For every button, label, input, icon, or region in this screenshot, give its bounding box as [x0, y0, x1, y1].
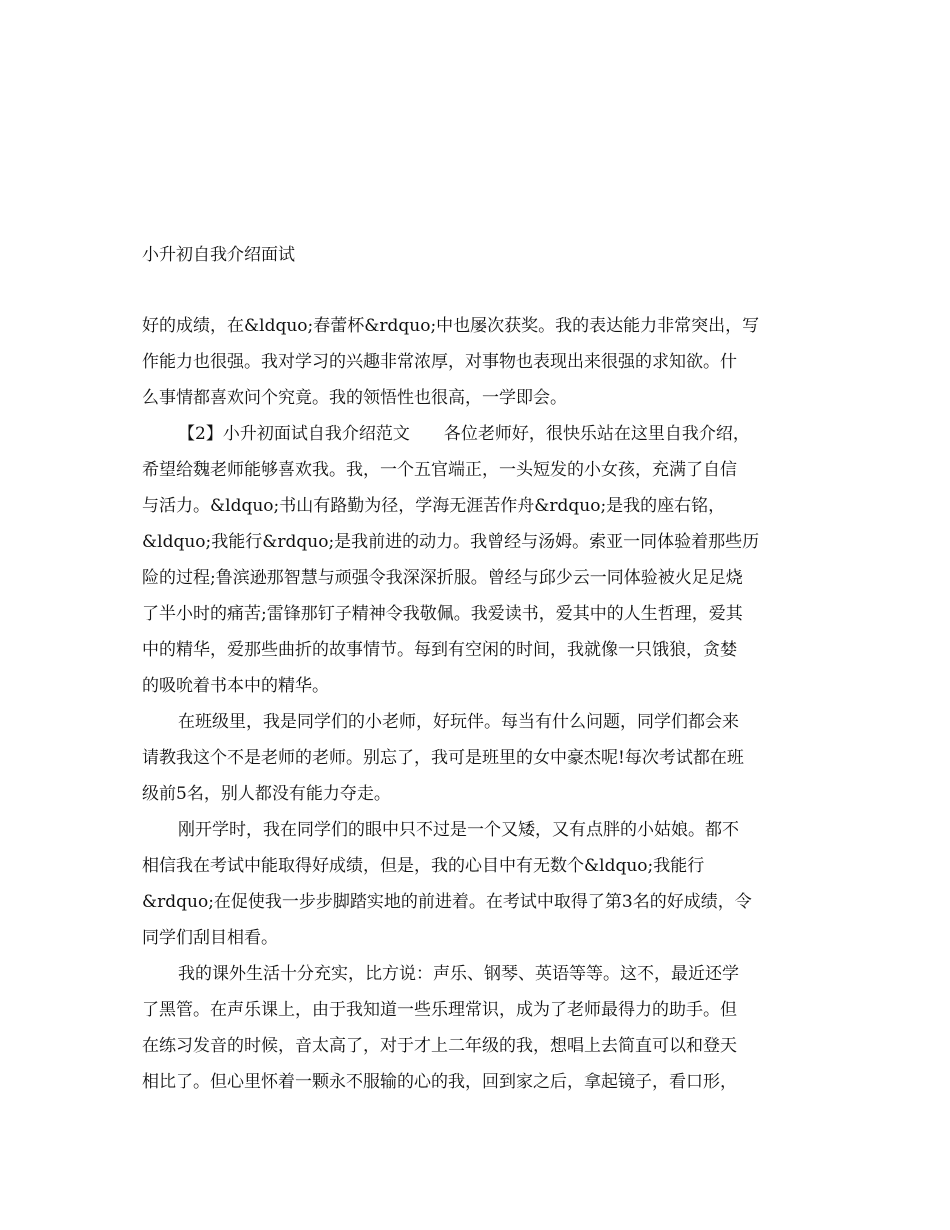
text-line: &rdquo;在促使我一步步脚踏实地的前进着。在考试中取得了第3名的好成绩，令	[142, 892, 752, 912]
text-line: 级前5名，别人都没有能力夺走。	[142, 784, 391, 804]
text-line: 相比了。但心里怀着一颗永不服输的心的我，回到家之后，拿起镜子，看口形，	[142, 1072, 737, 1092]
text-line: 作能力也很强。我对学习的兴趣非常浓厚，对事物也表现出来很强的求知欲。什	[142, 352, 737, 372]
text-line: 险的过程;鲁滨逊那智慧与顽强令我深深折服。曾经与邱少云一同体验被火足足烧	[142, 568, 743, 588]
text-line: 中的精华，爱那些曲折的故事情节。每到有空闲的时间，我就像一只饿狼，贪婪	[142, 640, 737, 660]
document-title: 小升初自我介绍面试	[142, 245, 295, 265]
text-line: 请教我这个不是老师的老师。别忘了，我可是班里的女中豪杰呢!每次考试都在班	[142, 748, 744, 768]
text-line: 与活力。&ldquo;书山有路勤为径，学海无涯苦作舟&rdquo;是我的座右铭，	[142, 496, 726, 516]
document-body	[142, 314, 812, 1106]
text-line: &ldquo;我能行&rdquo;是我前进的动力。我曾经与汤姆。索亚一同体验着那些历	[142, 532, 760, 552]
text-line: 同学们刮目相看。	[142, 928, 278, 948]
text-line: 了半小时的痛苦;雷锋那钉子精神令我敬佩。我爱读书，爱其中的人生哲理，爱其	[142, 604, 743, 624]
text-line: 在班级里，我是同学们的小老师，好玩伴。每当有什么问题，同学们都会来	[178, 712, 739, 732]
text-line: 的吸吮着书本中的精华。	[142, 676, 329, 696]
text-line: 希望给魏老师能够喜欢我。我，一个五官端正，一头短发的小女孩，充满了自信	[142, 460, 737, 480]
text-line: 么事情都喜欢问个究竟。我的领悟性也很高，一学即会。	[142, 388, 567, 408]
text-line: 相信我在考试中能取得好成绩，但是，我的心目中有无数个&ldquo;我能行	[142, 856, 705, 876]
text-line: 了黑管。在声乐课上，由于我知道一些乐理常识，成为了老师最得力的助手。但	[142, 1000, 737, 1020]
text-line: 好的成绩，在&ldquo;春蕾杯&rdquo;中也屡次获奖。我的表达能力非常突出，写	[142, 316, 760, 336]
text-line: 刚开学时，我在同学们的眼中只不过是一个又矮，又有点胖的小姑娘。都不	[178, 820, 739, 840]
text-line: 我的课外生活十分充实，比方说：声乐、钢琴、英语等等。这不，最近还学	[178, 964, 739, 984]
text-line: 【2】小升初面试自我介绍范文 各位老师好，很快乐站在这里自我介绍，	[178, 424, 750, 444]
text-line: 在练习发音的时候，音太高了，对于才上二年级的我，想唱上去简直可以和登天	[142, 1036, 737, 1056]
